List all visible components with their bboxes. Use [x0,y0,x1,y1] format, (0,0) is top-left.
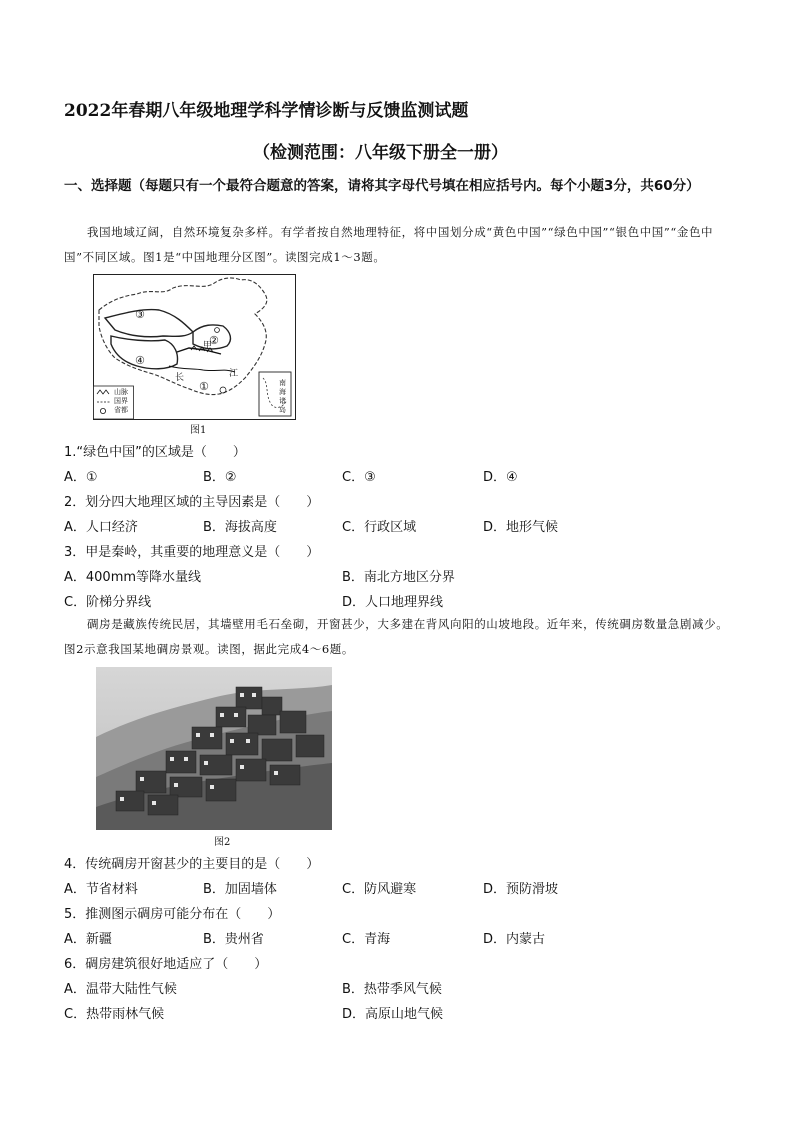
q6-option-a: A．温带大陆性气候 [64,982,177,997]
q5-option-c: C．青海 [342,932,391,947]
map-label-jia: 甲 [203,341,213,351]
legend-capital: 省都 [114,406,128,414]
q6-option-b: B．热带季风气候 [342,982,442,997]
region-label-3: ③ [135,308,145,321]
inset-label-nan: 南 [279,379,286,387]
passage-1: 我国地域辽阔，自然环境复杂多样。有学者按自然地理特征，将中国划分成“黄色中国”“绿色中国”“银色中国”“金色中国”不同区域。图1是“中国地理分区图”。读图完成1～3题。 [64,225,714,264]
question-1: 1.“绿色中国”的区域是（ ） [64,445,246,460]
map-label-chang: 长 [175,373,185,383]
q5-option-b: B．贵州省 [203,932,264,947]
passage-2: 碉房是藏族传统民居，其墙壁用毛石垒砌，开窗甚少，大多建在背风向阳的山坡地段。近年来，传统碉房数量急剧减少。图2示意我国某地碉房景观。读图，据此完成4～6题。 [64,617,729,656]
q1-option-c: C．③ [342,470,376,485]
inset-label-zhu: 诸 [279,397,286,405]
q3-option-d: D．人口地理界线 [342,595,444,610]
figure-2-caption: 图2 [214,837,231,848]
q4-option-a: A．节省材料 [64,882,138,897]
exam-subtitle: （检测范围：八年级下册全一册） [253,143,508,163]
section-heading: 一、选择题（每题只有一个最符合题意的答案，请将其字母代号填在相应括号内。每个小题3分，共60分） [64,178,700,194]
q1-option-d: D．④ [483,470,518,485]
region-label-4: ④ [135,354,145,367]
legend-mountain: 山脉 [114,388,128,396]
q2-option-b: B．海拔高度 [203,520,277,535]
q1-option-b: B．② [203,470,237,485]
q2-option-c: C．行政区域 [342,520,417,535]
question-4: 4．传统碉房开窗甚少的主要目的是（ ） [64,857,320,872]
map-label-jiang: 江 [229,369,239,379]
q4-option-c: C．防风避寒 [342,882,417,897]
q3-option-a: A．400mm等降水量线 [64,570,202,585]
q5-option-d: D．内蒙古 [483,932,546,947]
region-label-2: ② [209,334,219,347]
q2-option-d: D．地形气候 [483,520,559,535]
q4-option-b: B．加固墙体 [203,882,277,897]
exam-title: 2022年春期八年级地理学科学情诊断与反馈监测试题 [64,101,469,121]
legend-border: 国界 [114,397,128,405]
figure-1-map [93,274,296,420]
question-3: 3．甲是秦岭，其重要的地理意义是（ ） [64,545,320,560]
q3-option-b: B．南北方地区分界 [342,570,455,585]
question-5: 5．推测图示碉房可能分布在（ ） [64,907,281,922]
q4-option-d: D．预防滑坡 [483,882,559,897]
inset-label-hai: 海 [279,388,286,396]
q2-option-a: A．人口经济 [64,520,138,535]
q5-option-a: A．新疆 [64,932,112,947]
inset-label-dao: 岛 [279,406,286,414]
q3-option-c: C．阶梯分界线 [64,595,152,610]
region-label-1: ① [199,380,209,393]
question-6: 6．碉房建筑很好地适应了（ ） [64,957,268,972]
q1-option-a: A．① [64,470,98,485]
question-2: 2．划分四大地理区域的主导因素是（ ） [64,495,320,510]
figure-2-photo [96,667,332,830]
q6-option-d: D．高原山地气候 [342,1007,444,1022]
stone-houses-photo [96,667,332,830]
figure-1-caption: 图1 [190,425,207,436]
q6-option-c: C．热带雨林气候 [64,1007,165,1022]
